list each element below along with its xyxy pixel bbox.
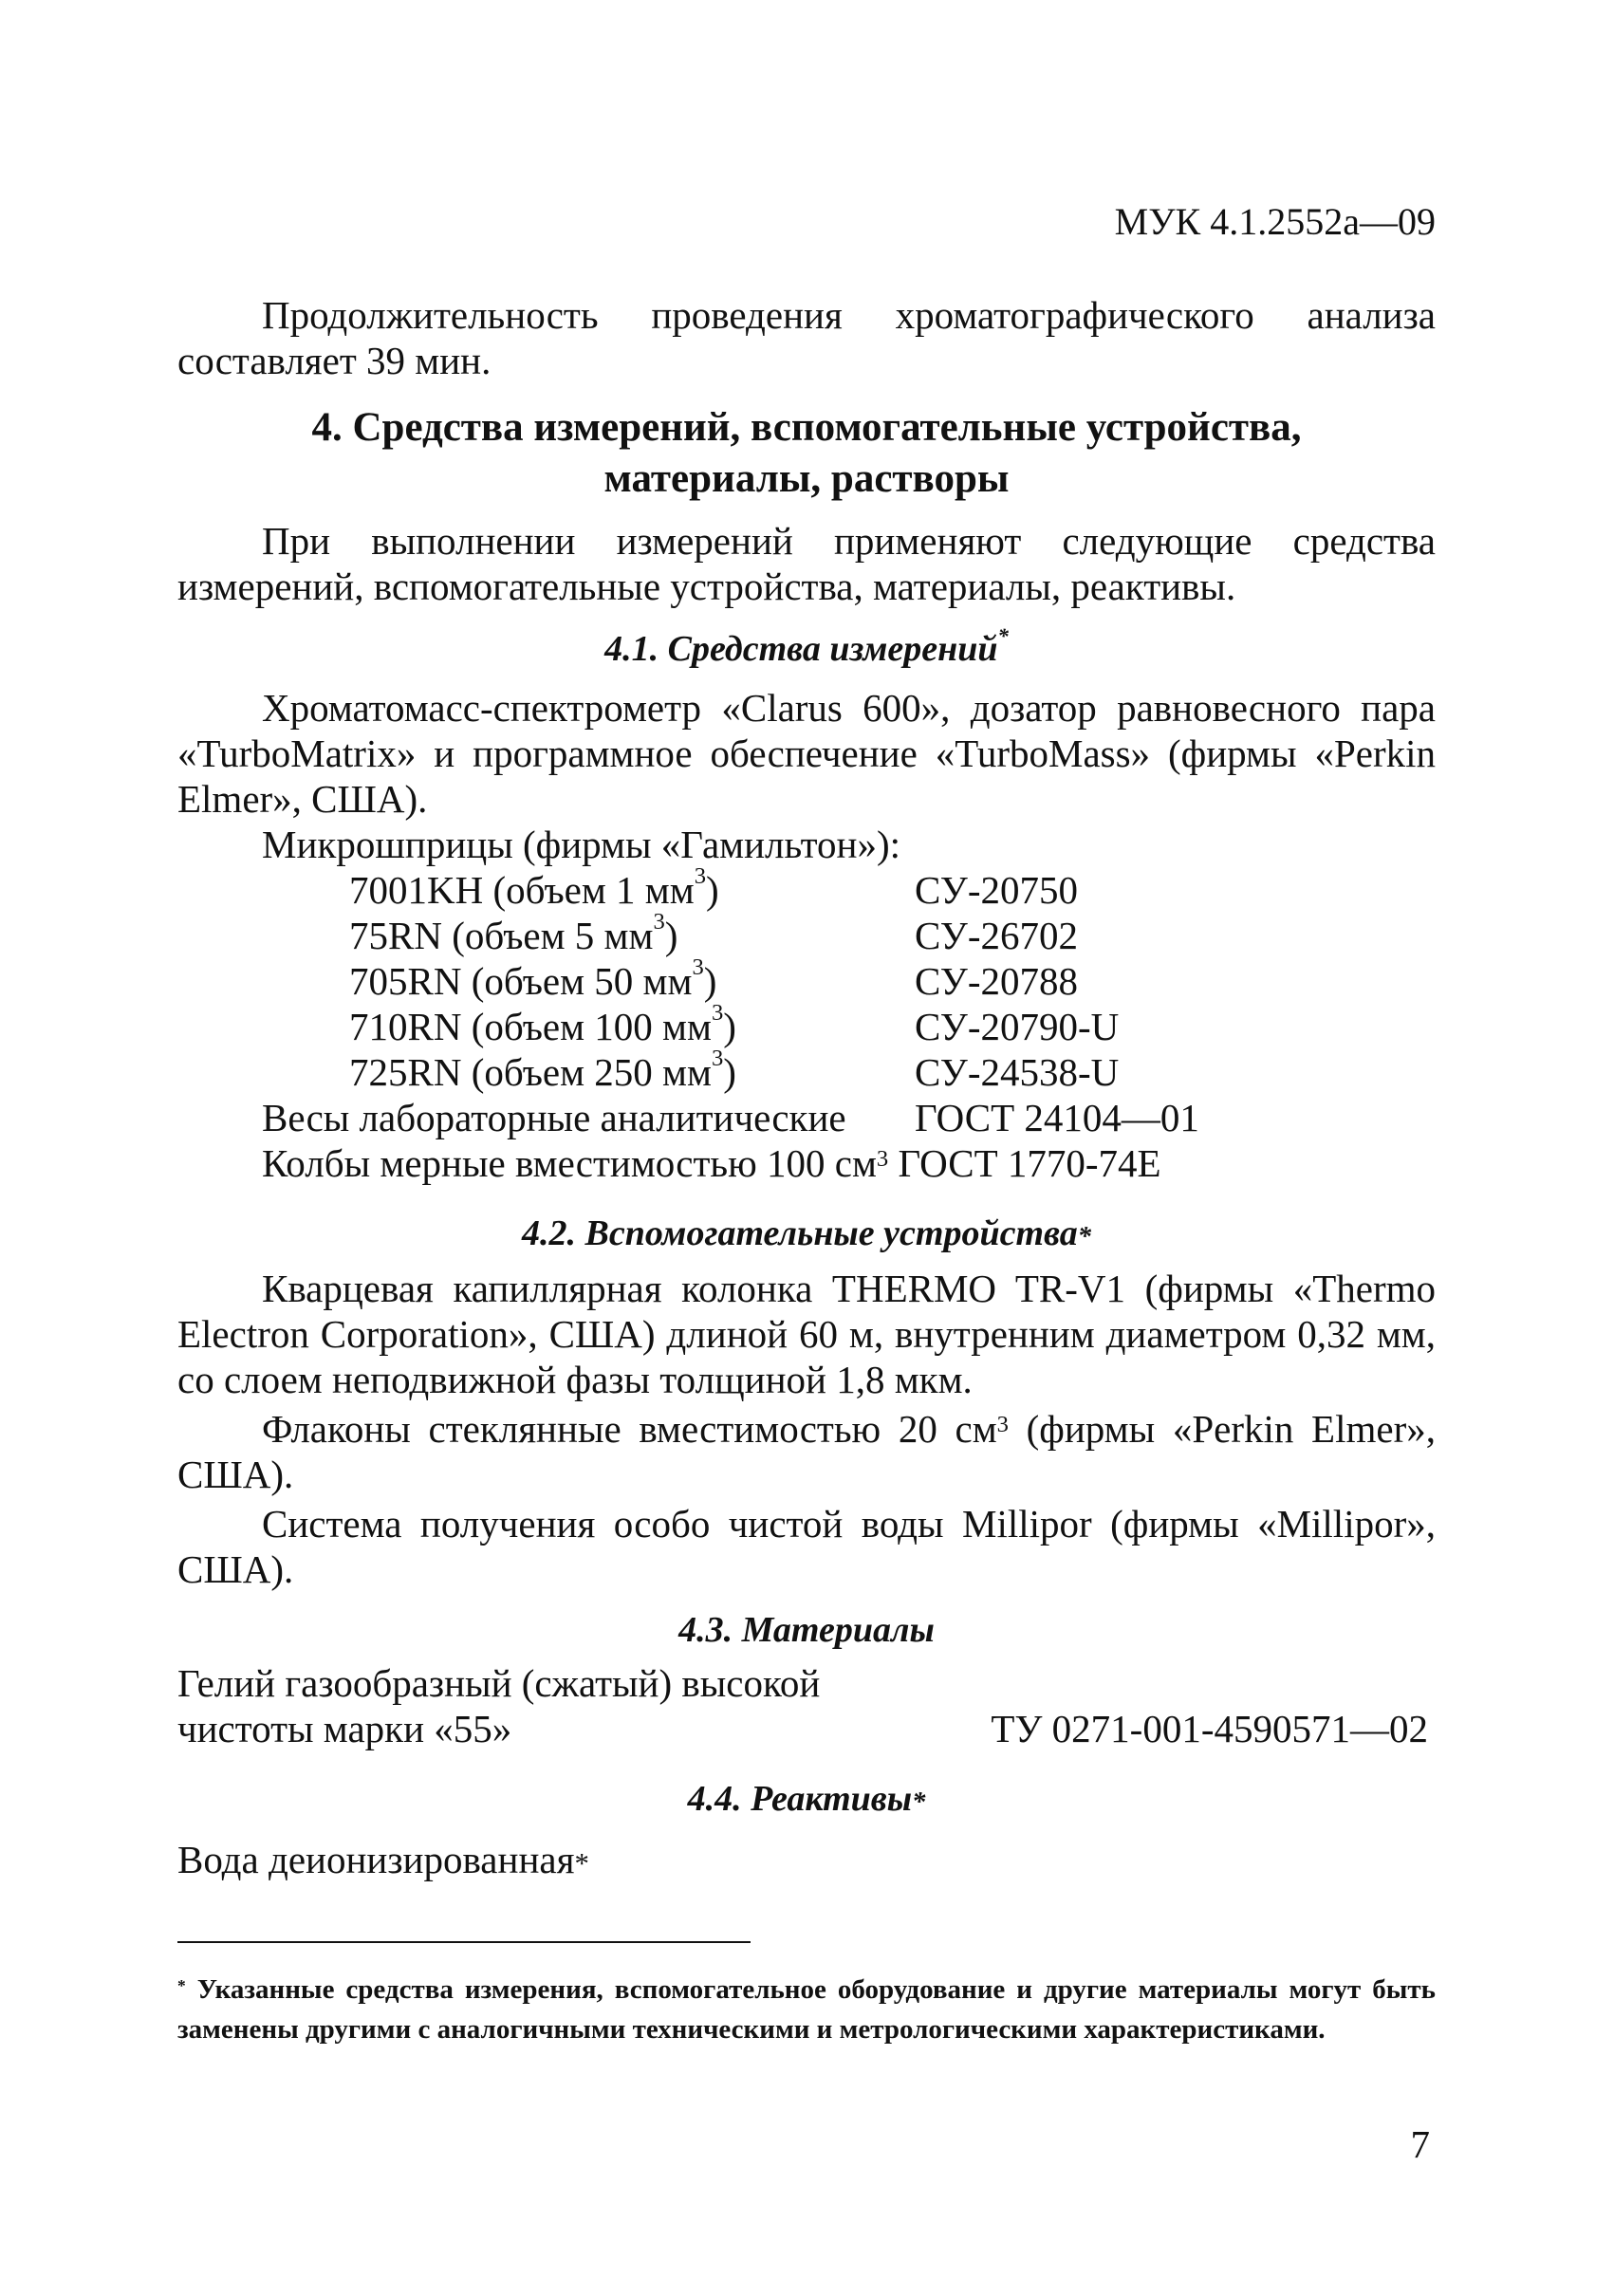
footnote-divider (177, 1941, 751, 1943)
syringe-code: СУ-20788 (915, 959, 1078, 1003)
syringe-model-text: 710RN (объем 100 мм (349, 1005, 712, 1048)
mass-spectrometer-paragraph: Хроматомасс-спектрометр «Clarus 600», дозатор равновесного пара «TurboMatrix» и программное обеспечение «TurboMass» (фирмы «Perkin Elmer», США). (177, 686, 1436, 821)
syringe-model (349, 909, 678, 958)
syringe-code: СУ-20750 (915, 868, 1078, 912)
flasks-line (262, 1140, 1161, 1186)
superscript: 3 (694, 863, 706, 889)
superscript: 3 (876, 1146, 889, 1172)
reagent-item (177, 1837, 589, 1886)
column-paragraph: Кварцевая капиллярная колонка THERMO TR-V1 (фирмы «Thermo Electron Corporation», США) длиной 60 м, внутренним диаметром 0,32 мм, со слоем неподвижной фазы толщиной 1,8 мкм. (177, 1267, 1436, 1401)
syringe-model-close: ) (723, 1050, 736, 1094)
intro-paragraph: Продолжительность проведения хроматографического анализа составляет 39 мин. (177, 293, 1436, 382)
footnote-marker: * (1077, 1222, 1091, 1251)
document-code: МУК 4.1.2552а—09 (1114, 200, 1436, 243)
syringe-model-close: ) (664, 914, 678, 957)
section-4-intro: При выполнении измерений применяют следующие средства измерений, вспомогательные устройства, материалы, реактивы. (177, 519, 1436, 608)
syringe-code: СУ-20790-U (915, 1005, 1120, 1048)
syringe-code: СУ-26702 (915, 914, 1078, 957)
reagent-name: Вода деионизированная (177, 1838, 575, 1881)
syringe-model (349, 954, 717, 1004)
syringe-model-close: ) (703, 959, 717, 1003)
section-4-title-line-1: 4. Средства измерений, вспомогательные устройства, (311, 405, 1302, 450)
syringe-model-text: 7001KH (объем 1 мм (349, 868, 695, 912)
syringe-model (349, 1000, 736, 1049)
footnote (177, 1970, 1436, 2049)
helium-line-1: Гелий газообразный (сжатый) высокой (177, 1661, 821, 1705)
subsection-4-2-title-text: 4.2. Вспомогательные устройства (522, 1213, 1078, 1253)
syringe-model-close: ) (706, 868, 719, 912)
scales-code: ГОСТ 24104—01 (915, 1096, 1199, 1139)
subsection-4-4-title (177, 1778, 1436, 1820)
vials-text-end: (фирмы «Perkin Elmer», США). (177, 1407, 1436, 1496)
syringes-heading: Микрошприцы (фирмы «Гамильтон»): (262, 823, 901, 866)
scales-name: Весы лабораторные аналитические (262, 1096, 846, 1139)
helium-spec: ТУ 0271-001-4590571—02 (991, 1707, 1428, 1750)
syringe-model (349, 863, 719, 913)
superscript: 3 (996, 1412, 1009, 1437)
syringe-code: СУ-24538-U (915, 1050, 1120, 1094)
flasks-name: Колбы мерные вместимостью 100 см (262, 1141, 877, 1185)
section-4-title-line-2: материалы, растворы (603, 456, 1010, 501)
vials-text: Флаконы стеклянные вместимостью 20 см (262, 1407, 997, 1451)
superscript: 3 (692, 954, 704, 980)
subsection-4-1-title-text: 4.1. Средства измерений (604, 629, 998, 669)
superscript: 3 (711, 1046, 724, 1071)
vials-paragraph (177, 1406, 1436, 1497)
subsection-4-1-title (177, 624, 1436, 670)
water-system-paragraph: Система получения особо чистой воды Millipor (фирмы «Millipor», США). (177, 1502, 1436, 1591)
helium-line-2: чистоты марки «55» (177, 1707, 512, 1750)
footnote-marker: * (177, 1976, 186, 1995)
footnote-text: Указанные средства измерения, вспомогательное оборудование и другие материалы могут быть заменены другими с аналогичными техническими и метрологическими характеристиками. (177, 1974, 1437, 2045)
syringe-model-close: ) (723, 1005, 736, 1048)
subsection-4-2-title (177, 1213, 1436, 1254)
superscript: 3 (711, 1000, 724, 1026)
footnote-marker: * (997, 624, 1009, 648)
page-number: 7 (1410, 2122, 1430, 2166)
footnote-marker: * (574, 1847, 589, 1879)
superscript: 3 (653, 909, 665, 935)
syringe-model-text: 725RN (объем 250 мм (349, 1050, 712, 1094)
syringe-model-text: 75RN (объем 5 мм (349, 914, 654, 957)
syringe-model (349, 1046, 736, 1095)
subsection-4-3-title: 4.3. Материалы (678, 1610, 935, 1650)
footnote-marker: * (912, 1787, 926, 1817)
syringe-model-text: 705RN (объем 50 мм (349, 959, 693, 1003)
subsection-4-4-title-text: 4.4. Реактивы (687, 1779, 913, 1819)
flasks-code: ГОСТ 1770-74Е (898, 1141, 1161, 1185)
